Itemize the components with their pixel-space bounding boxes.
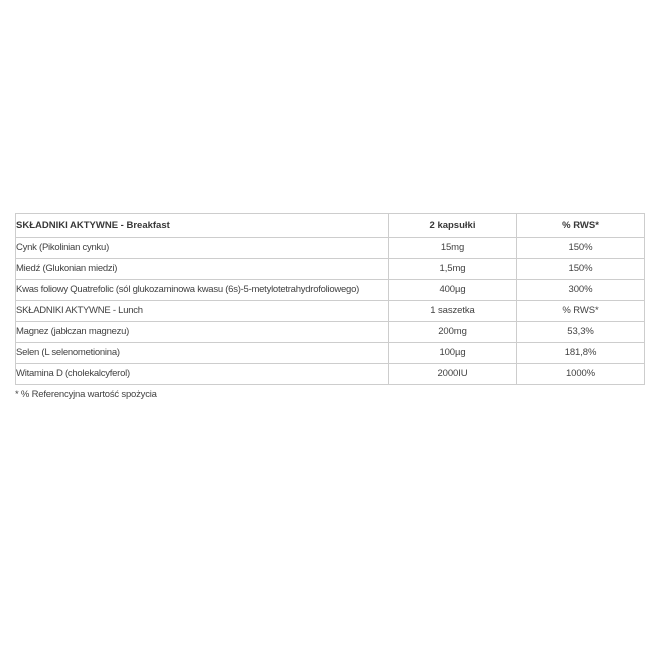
rws-header: % RWS* [517,214,645,238]
table-row-breakfast-header [16,214,645,238]
ingredient-name-cell: Witamina D (cholekalcyferol) [16,364,389,385]
table-row [16,259,645,280]
serving-header: 1 saszetka [389,301,517,322]
active-ingredients-table [15,213,645,385]
table-row [16,280,645,301]
table-row [16,364,645,385]
rws-cell: 300% [517,280,645,301]
amount-cell: 400µg [389,280,517,301]
ingredient-name-cell: Miedź (Glukonian miedzi) [16,259,389,280]
reference-intake-footnote: * % Referencyjna wartość spożycia [15,389,157,400]
section-title: SKŁADNIKI AKTYWNE - Lunch [16,301,389,322]
amount-cell: 1,5mg [389,259,517,280]
table-row [16,322,645,343]
rws-cell: 181,8% [517,343,645,364]
rws-cell: 1000% [517,364,645,385]
rws-cell: 53,3% [517,322,645,343]
amount-cell: 100µg [389,343,517,364]
rws-cell: 150% [517,238,645,259]
serving-header: 2 kapsułki [389,214,517,238]
rws-cell: 150% [517,259,645,280]
table-row-lunch-header [16,301,645,322]
ingredient-name-cell: Cynk (Pikolinian cynku) [16,238,389,259]
ingredient-name-cell: Magnez (jabłczan magnezu) [16,322,389,343]
amount-cell: 15mg [389,238,517,259]
ingredient-name-cell: Selen (L selenometionina) [16,343,389,364]
rws-header: % RWS* [517,301,645,322]
section-title: SKŁADNIKI AKTYWNE - Breakfast [16,214,389,238]
table-row [16,343,645,364]
amount-cell: 200mg [389,322,517,343]
amount-cell: 2000IU [389,364,517,385]
table-row [16,238,645,259]
ingredient-name-cell: Kwas foliowy Quatrefolic (sól glukozaminowa kwasu (6s)-5-metylotetrahydrofoliowego) [16,280,389,301]
